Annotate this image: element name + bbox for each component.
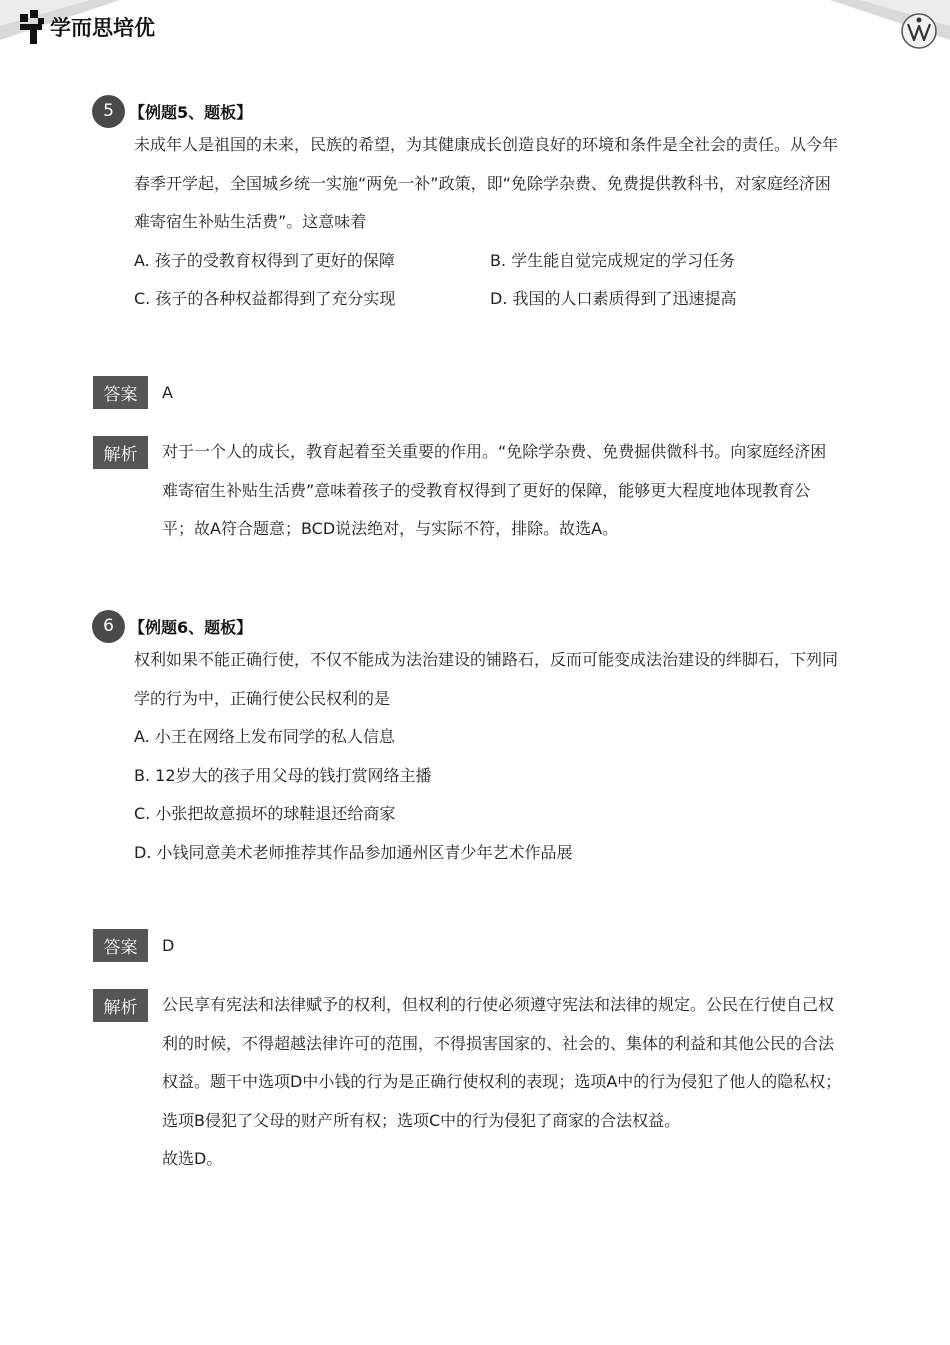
answer-value: D xyxy=(162,936,175,955)
question-number-badge: 5 xyxy=(92,95,125,128)
question-body xyxy=(134,126,846,319)
question-body xyxy=(134,641,846,872)
option-b: B. 12岁大的孩子用父母的钱打赏网络主播 xyxy=(134,765,432,785)
answer-value: A xyxy=(162,383,173,402)
answer-label: 答案 xyxy=(93,929,148,962)
analysis-conclusion: 故选D。 xyxy=(162,1149,223,1168)
brand-logo-icon xyxy=(18,10,46,44)
question-header xyxy=(92,610,852,642)
analysis-row-5 xyxy=(93,436,853,549)
options-list xyxy=(134,718,846,872)
option-a: A. 小王在网络上发布同学的私人信息 xyxy=(134,727,395,746)
question-title: 【例题5、题板】 xyxy=(129,102,253,122)
brand-logo-text: 学而思培优 xyxy=(50,16,155,40)
option-b: B. 学生能自觉完成规定的学习任务 xyxy=(490,250,736,270)
emblem-icon xyxy=(900,12,938,50)
option-d: D. 我国的人口素质得到了迅速提高 xyxy=(490,289,737,308)
option-a: A. 孩子的受教育权得到了更好的保障 xyxy=(134,250,395,270)
answer-label: 答案 xyxy=(93,376,148,409)
analysis-text: 对于一个人的成长，教育起着至关重要的作用。“免除学杂费、免费掘供微科书。向家庭经济困难寄宿生补贴生活费”意味着孩子的受教育权得到了更好的保障，能够更大程度地体现教育公平；故A符合题意；BCD说法绝对，与实际不符，排除。故选A。 xyxy=(162,442,827,538)
brand-logo xyxy=(18,10,155,44)
option-d: D. 小钱同意美术老师推荐其作品参加通州区青少年艺术作品展 xyxy=(134,842,573,862)
question-title: 【例题6、题板】 xyxy=(129,617,253,637)
analysis-label: 解析 xyxy=(93,989,148,1022)
option-c: C. 孩子的各种权益都得到了充分实现 xyxy=(134,289,396,308)
analysis-text: 公民享有宪法和法律赋予的权利，但权利的行使必须遵守宪法和法律的规定。公民在行使自己权利的时候，不得超越法律许可的范围，不得损害国家的、社会的、集体的利益和其他公民的合法权益。题干中选项D中小钱的行为是正确行使权利的表现；选项A中的行为侵犯了他人的隐私权；选项B侵犯了父母的财产所有权；选项C中的行为侵犯了商家的合法权益。 xyxy=(162,995,842,1130)
question-stem: 权利如果不能正确行使，不仅不能成为法治建设的铺路石，反而可能变成法治建设的绊脚石，下列同学的行为中，正确行使公民权利的是 xyxy=(134,650,839,708)
answer-row-5 xyxy=(93,376,853,409)
answer-row-6 xyxy=(93,929,853,962)
options-list xyxy=(134,242,846,319)
analysis-block xyxy=(162,986,842,1179)
option-c: C. 小张把故意损坏的球鞋退还给商家 xyxy=(134,804,396,823)
question-stem: 未成年人是祖国的未来，民族的希望，为其健康成长创造良好的环境和条件是全社会的责任。从今年春季开学起，全国城乡统一实施“两免一补”政策，即“免除学杂费、免费提供教科书，对家庭经济困难寄宿生补贴生活费”。这意味着 xyxy=(134,135,839,231)
question-number-badge: 6 xyxy=(92,610,125,643)
analysis-label: 解析 xyxy=(93,436,148,469)
analysis-row-6 xyxy=(93,989,853,1179)
question-header xyxy=(92,95,852,127)
question-block-5 xyxy=(92,95,852,319)
question-block-6 xyxy=(92,610,852,872)
